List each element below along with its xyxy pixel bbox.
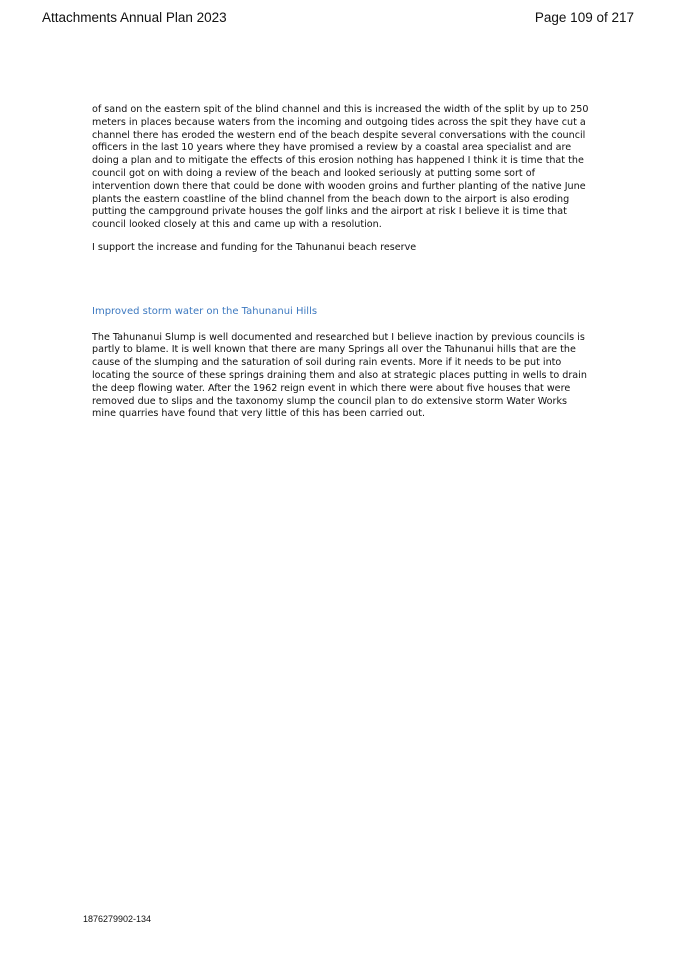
paragraph-tahunanui-slump: The Tahunanui Slump is well documented and researched but I believe inaction by previous councils is partly to blame. It is well known that there are many Springs all over the Tahunanui hills that are the cause of the slumping and the saturation of soil during rain events. More if it needs to be put into locating the source of these springs draining them and also at strategic places putting in wells to drain the deep flowing water. After the 1962 reign event in which there were about five houses that were removed due to slips and the taxonomy slump the council plan to do extensive storm Water Works mine quarries have found that very little of this has been carried out. <box>92 331 587 420</box>
document-id: 1876279902-134 <box>83 914 152 924</box>
submission-body <box>92 104 592 421</box>
paragraph-beach-reserve-support: I support the increase and funding for the Tahunanui beach reserve <box>92 241 417 253</box>
page-number: Page 109 of 217 <box>534 10 634 25</box>
paragraph-beach-erosion: of sand on the eastern spit of the blind channel and this is increased the width of the split by up to 250 meters in places because waters from the incoming and outgoing tides across the spit they have cut a channel there has eroded the western end of the beach despite several conversations with the council officers in the last 10 years where they have promised a review by a coastal area specialist and are doing a plan and to mitigate the effects of this erosion nothing has happened I think it is time that the council got on with doing a review of the beach and looked seriously at putting some sort of intervention down there that could be done with wooden groins and further planting of the native June plants the eastern coastline of the blind channel from the beach down to the airport is also eroding putting the campground private houses the golf links and the airport at risk I believe it is time that council looked closely at this and came up with a resolution. <box>92 104 589 231</box>
section-heading-storm-water: Improved storm water on the Tahunanui Hills <box>92 305 318 317</box>
document-title: Attachments Annual Plan 2023 <box>42 10 227 25</box>
